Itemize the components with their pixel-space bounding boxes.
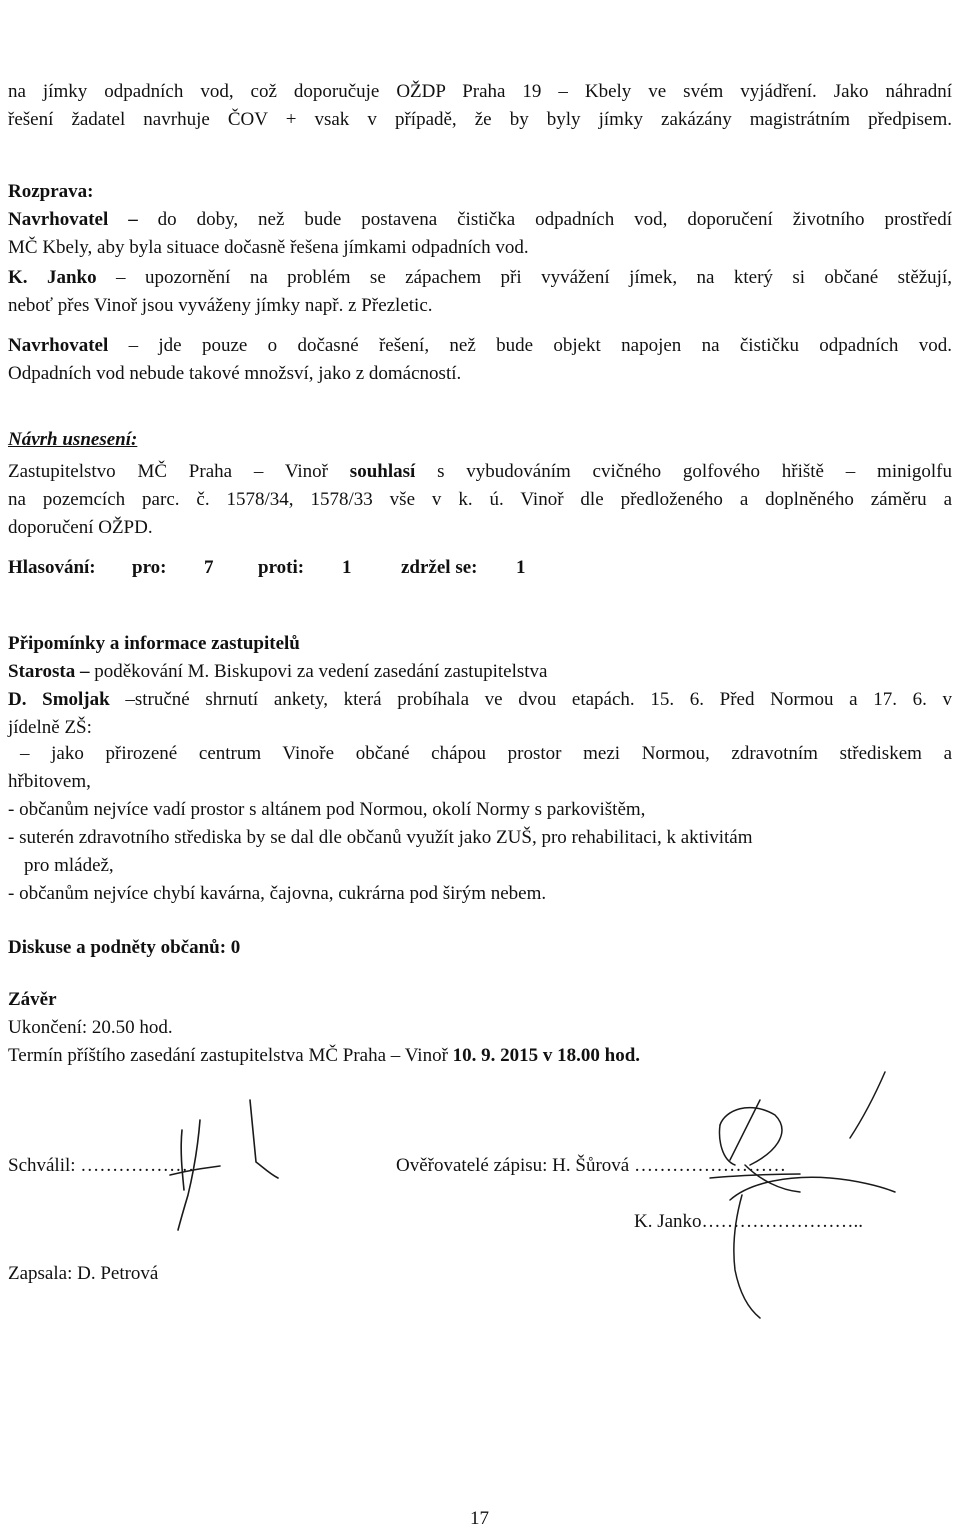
diskuse-heading: Diskuse a podněty občanů: 0: [8, 937, 241, 958]
voting-proti-value: 1: [342, 557, 352, 578]
page-number: 17: [470, 1508, 489, 1529]
voting-zdrzel-value: 1: [516, 557, 526, 578]
navrh-line1: [8, 460, 952, 484]
starosta-text: poděkování M. Biskupovi za vedení zasedání zastupitelstva: [89, 661, 548, 682]
voting-pro-value: 7: [204, 557, 214, 578]
survey-point-1-line1: – jako přirozené centrum Vinoře občané chápou prostor mezi Normou, zdravotním střediskem a: [20, 743, 952, 764]
survey-point-3-line2: pro mládež,: [24, 855, 114, 876]
rozprava-p2-line1: [8, 266, 952, 290]
speaker-starosta: Starosta –: [8, 661, 90, 682]
overovatele-line: Ověřovatelé zápisu: H. Šůrová ……………………: [396, 1155, 786, 1176]
intro-line-1: na jímky odpadních vod, což doporučuje OŽDP Praha 19 – Kbely ve svém vyjádření. Jako náhradní: [8, 81, 952, 102]
rozprava-p1-text: do doby, než bude postavena čistička odpadních vod, doporučení životního prostředí: [137, 209, 952, 230]
starosta-line: [8, 660, 547, 684]
rozprava-p1-line1: [8, 208, 952, 232]
voting-proti-label: proti:: [258, 557, 305, 578]
zaver-heading: Závěr: [8, 989, 57, 1010]
pripominky-heading: Připomínky a informace zastupitelů: [8, 633, 300, 654]
survey-point-2: - občanům nejvíce vadí prostor s altánem pod Normou, okolí Normy s parkovištěm,: [8, 799, 646, 820]
janko-line: K. Janko……………………..: [634, 1211, 864, 1232]
rozprava-p2-text: – upozornění na problém se zápachem při vyvážení jímek, na který si občané stěžují,: [96, 267, 952, 288]
termin-line: [8, 1044, 640, 1068]
rozprava-p1-line2: MČ Kbely, aby byla situace dočasně řešena jímkami odpadních vod.: [8, 237, 529, 258]
smoljak-line2: jídelně ZŠ:: [8, 717, 92, 738]
speaker-navrhovatel: Navrhovatel –: [8, 209, 138, 230]
navrh-line1-post: s vybudováním cvičného golfového hřiště – minigolfu: [415, 461, 952, 482]
navrh-line1-pre: Zastupitelstvo MČ Praha – Vinoř: [8, 461, 350, 482]
ukonceni-line: Ukončení: 20.50 hod.: [8, 1017, 173, 1038]
voting-zdrzel-label: zdržel se:: [401, 557, 478, 578]
speaker-smoljak: D. Smoljak: [8, 689, 110, 710]
smoljak-text: –stručné shrnutí ankety, která probíhala ve dvou etapách. 15. 6. Před Normou a 17. 6. v: [109, 689, 952, 710]
navrh-heading: Návrh usnesení:: [8, 429, 138, 450]
survey-point-4: - občanům nejvíce chybí kavárna, čajovna, cukrárna pod širým nebem.: [8, 883, 547, 904]
signature-schvalil: [160, 1090, 320, 1245]
termin-date: 10. 9. 2015 v 18.00 hod.: [452, 1045, 641, 1066]
rozprava-p3-line2: Odpadních vod nebude takové množsví, jako z domácností.: [8, 363, 462, 384]
zapsala-line: Zapsala: D. Petrová: [8, 1263, 159, 1284]
rozprava-p3-line1: [8, 334, 952, 358]
survey-point-3-line1: - suterén zdravotního střediska by se dal dle občanů využít jako ZUŠ, pro rehabilitaci, k aktivitám: [8, 827, 753, 848]
voting-label: Hlasování:: [8, 557, 96, 578]
navrh-line2: na pozemcích parc. č. 1578/34, 1578/33 vše v k. ú. Vinoř dle předloženého a doplněného záměru a: [8, 489, 952, 510]
rozprava-p2-line2: neboť přes Vinoř jsou vyváženy jímky např. z Přezletic.: [8, 295, 433, 316]
schvalil-line: Schválil: ………………: [8, 1155, 195, 1176]
navrh-line3: doporučení OŽPD.: [8, 517, 153, 538]
termin-text: Termín příštího zasedání zastupitelstva MČ Praha – Vinoř: [8, 1045, 453, 1066]
smoljak-line1: [8, 688, 952, 712]
rozprava-p3-text: – jde pouze o dočasné řešení, než bude objekt napojen na čističku odpadních vod.: [108, 335, 952, 356]
signature-overovatel-1: [690, 1070, 940, 1335]
navrh-souhlasi: souhlasí: [349, 461, 416, 482]
survey-point-1-line2: hřbitovem,: [8, 771, 91, 792]
voting-pro-label: pro:: [132, 557, 167, 578]
speaker-navrhovatel-2: Navrhovatel: [8, 335, 109, 356]
intro-line-2: řešení žadatel navrhuje ČOV + vsak v případě, že by byly jímky zakázány magistrátním předpisem.: [8, 109, 952, 130]
rozprava-heading: Rozprava:: [8, 181, 94, 202]
speaker-janko: K. Janko: [8, 267, 97, 288]
